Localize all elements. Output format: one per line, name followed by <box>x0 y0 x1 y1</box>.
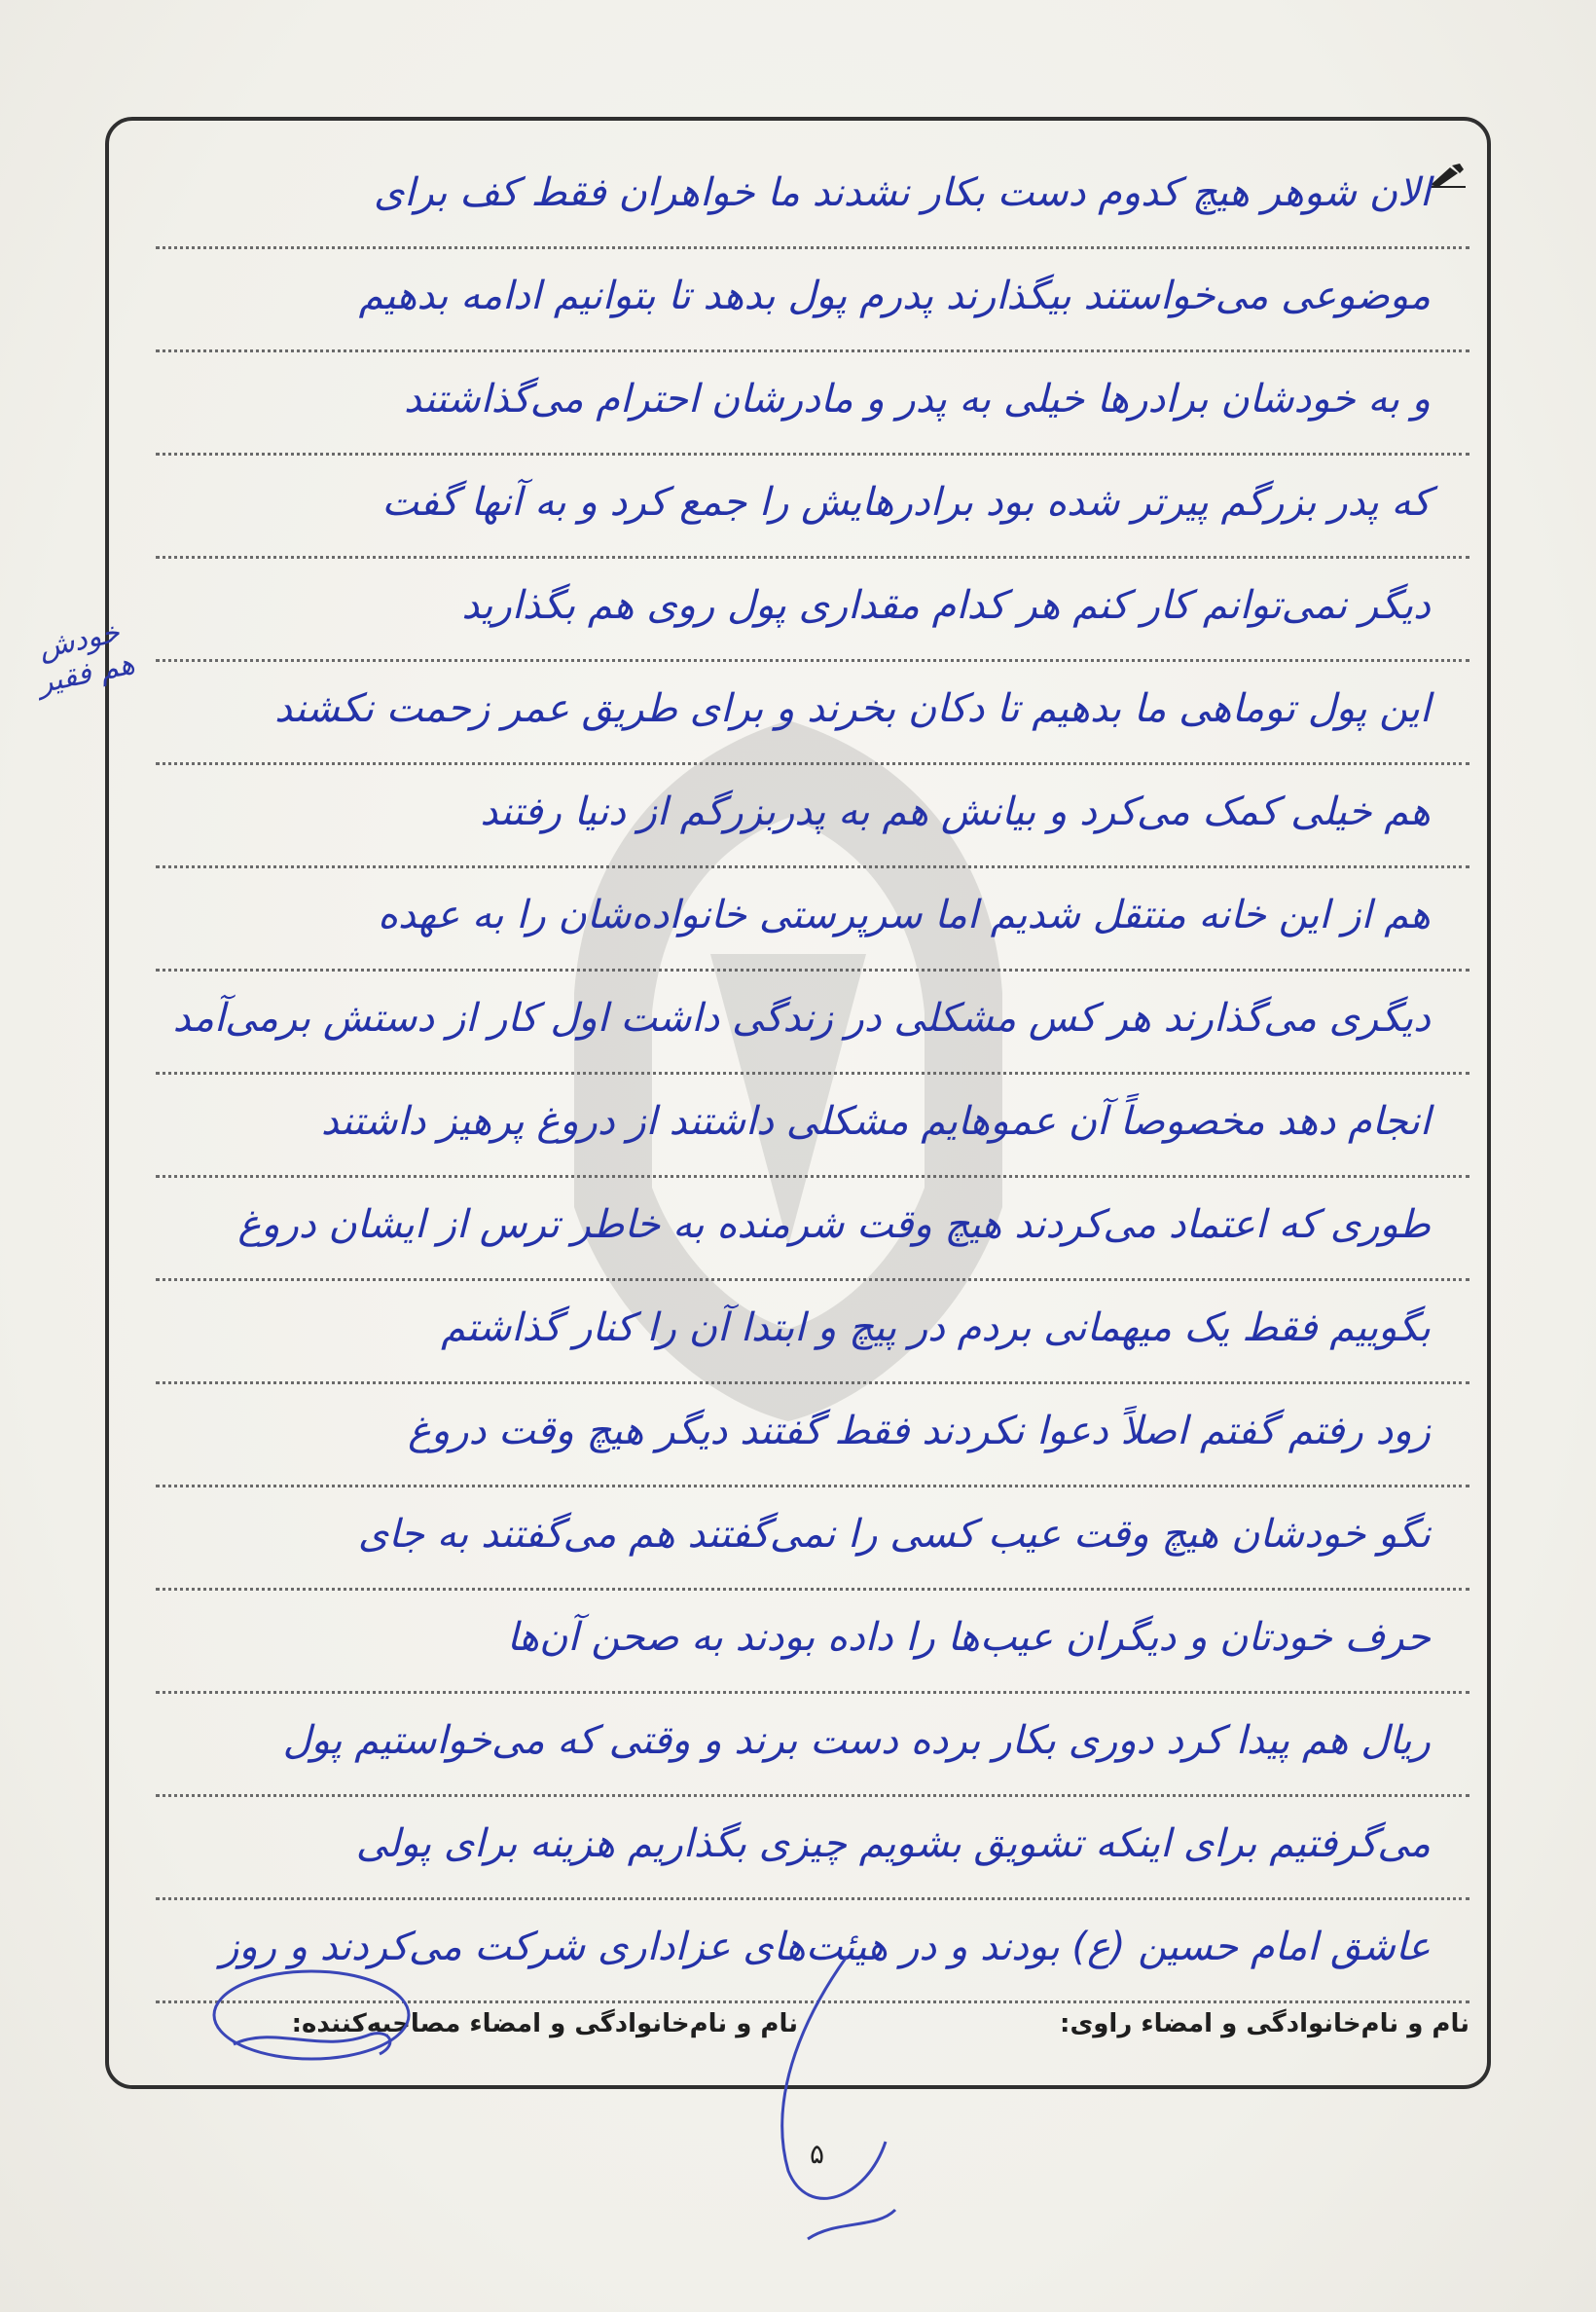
text-line: هم از این خانه منتقل شدیم اما سرپرستی خانواده‌شان را به عهده <box>156 868 1469 972</box>
narrator-signature-label: نام و نام‌خانوادگی و امضاء راوی: <box>1060 2009 1469 2038</box>
text-line: موضوعی می‌خواستند بیگذارند پدرم پول بدهد تا بتوانیم ادامه بدهیم <box>156 249 1469 352</box>
interviewer-signature-label: نام و نام‌خانوادگی و امضاء مصاحبه‌کننده: <box>291 2009 798 2038</box>
text-line: این پول توماهی ما بدهیم تا دکان بخرند و برای طریق عمر زحمت نکشند <box>156 662 1469 765</box>
text-line: نگو خودشان هیچ وقت عیب کسی را نمی‌گفتند هم می‌گفتند به جای <box>156 1487 1469 1591</box>
text-line: زود رفتم گفتم اصلاً دعوا نکردند فقط گفتند دیگر هیچ وقت دروغ <box>156 1384 1469 1487</box>
text-line: و به خودشان برادرها خیلی به پدر و مادرشان احترام می‌گذاشتند <box>156 352 1469 456</box>
text-line: طوری که اعتماد می‌کردند هیچ وقت شرمنده به خاطر ترس از ایشان دروغ <box>156 1178 1469 1281</box>
narrator-signature-scribble-icon <box>204 1957 418 2083</box>
text-line: دیگری می‌گذارند هر کس مشکلی در زندگی داشت اول کار از دستش برمی‌آمد <box>156 972 1469 1075</box>
text-line: بگوییم فقط یک میهمانی بردم در پیچ و ابتدا آن را کنار گذاشتم <box>156 1281 1469 1384</box>
text-line: ریال هم پیدا کرد دوری بکار برده دست برند و وقتی که می‌خواستیم پول <box>156 1694 1469 1797</box>
page-number: ۵ <box>810 2138 825 2170</box>
text-line: عاشق امام حسین (ع) بودند و در هیئت‌های عزاداری شرکت می‌کردند و روز <box>156 1900 1469 2003</box>
text-line: می‌گرفتیم برای اینکه تشویق بشویم چیزی بگذاریم هزینه برای پولی <box>156 1797 1469 1900</box>
text-line: دیگر نمی‌توانم کار کنم هر کدام مقداری پول روی هم بگذارید <box>156 559 1469 662</box>
text-line: حرف خودتان و دیگران عیب‌ها را داده بودند به صحن آن‌ها <box>156 1591 1469 1694</box>
interviewer-signature-scribble-icon <box>740 1947 934 2258</box>
text-line: هم خیلی کمک می‌کرد و بیانش هم به پدربزرگم از دنیا رفتند <box>156 765 1469 868</box>
text-line: انجام دهد مخصوصاً آن عموهایم مشکلی داشتند از دروغ پرهیز داشتند <box>156 1075 1469 1178</box>
margin-note: خودش هم فقیر <box>34 615 138 701</box>
text-line: که پدر بزرگم پیرتر شده بود برادرهایش را جمع کرد و به آنها گفت <box>156 456 1469 559</box>
text-line: الان شوهر هیچ کدوم دست بکار نشدند ما خواهران فقط کف برای <box>156 146 1469 249</box>
